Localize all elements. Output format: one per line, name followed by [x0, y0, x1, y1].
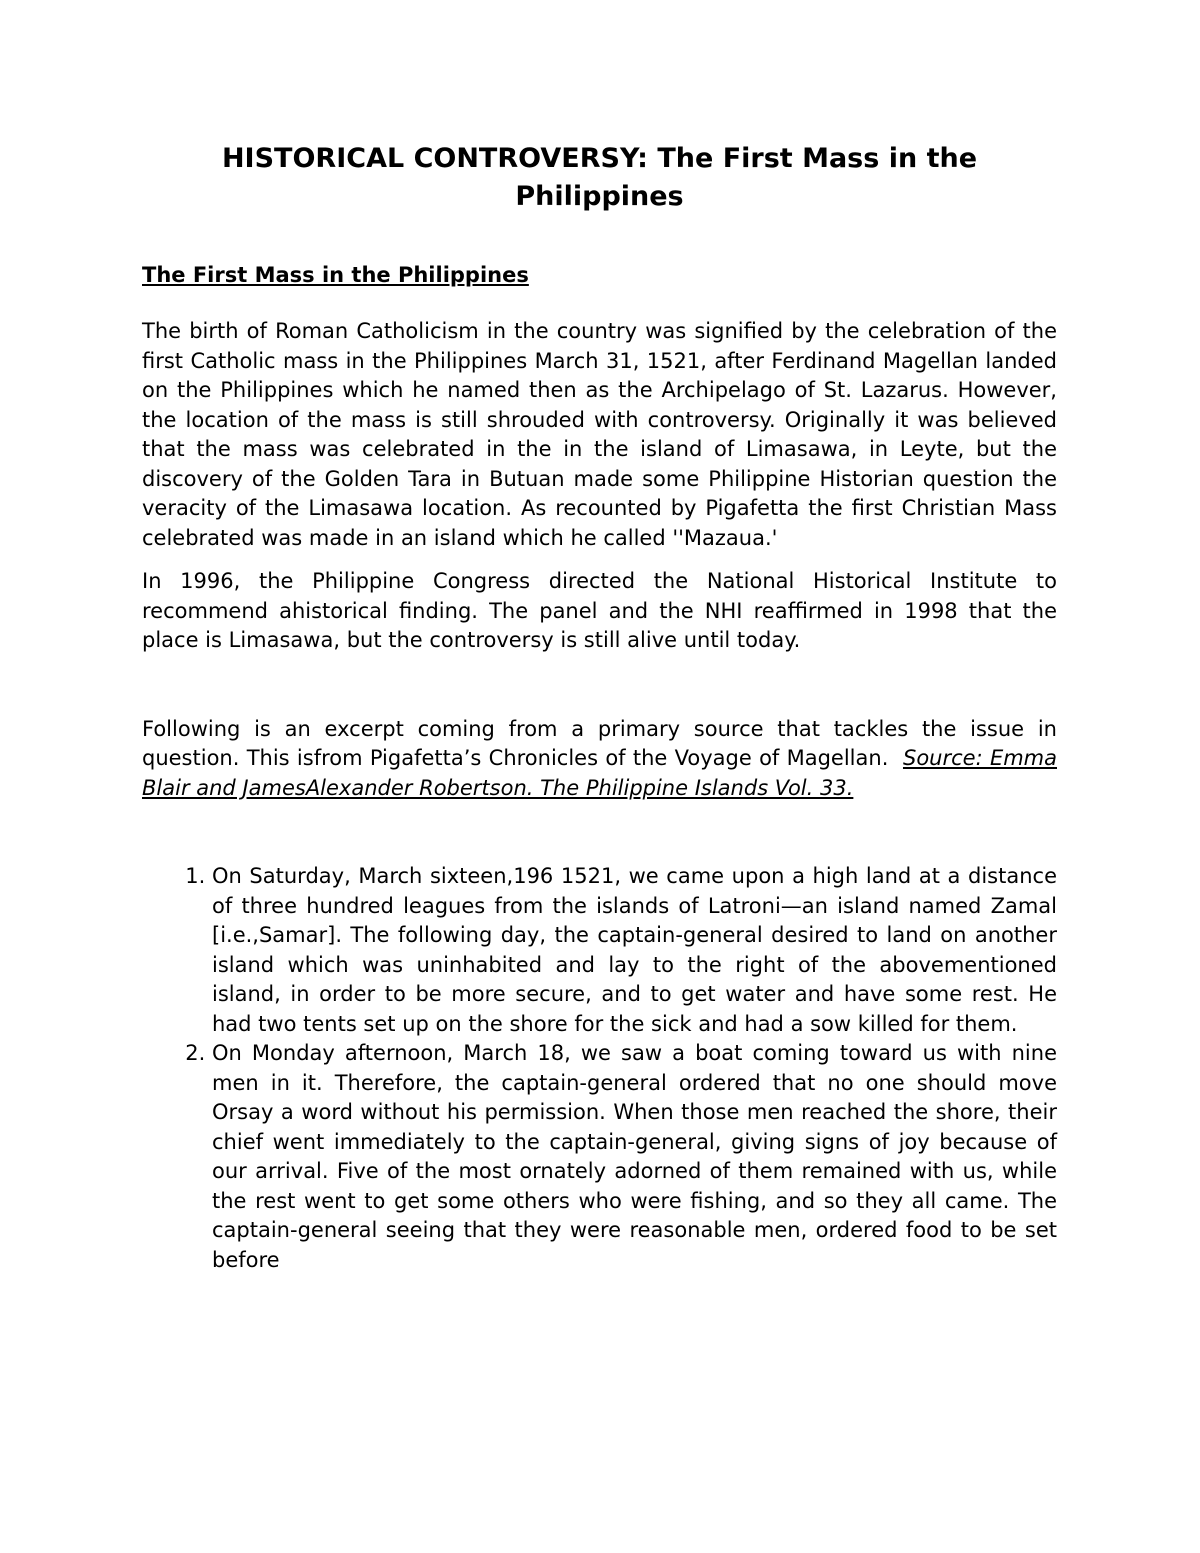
excerpt-item: 1. On Saturday, March sixteen,196 1521, we came upon a high land at a distance of three hundred leagues from the islands of Latroni—an island named Zamal [i.e.,Samar]. The following day, the captain-general desired to land on another island which was uninhabited and lay to the right of the abovementioned island, in order to be more secure, and to get water and have some rest. He had two tents set up on the shore for the sick and had a sow killed for them.	[212, 862, 1057, 1039]
excerpt-list	[142, 862, 1057, 1275]
congress-paragraph: In 1996, the Philippine Congress directed the National Historical Institute to recommend ahistorical finding. The panel and the NHI reaffirmed in 1998 that the place is Limasawa, but the controversy is still alive until today.	[142, 569, 1057, 652]
excerpt-item: 2. On Monday afternoon, March 18, we saw a boat coming toward us with nine men in it. Therefore, the captain-general ordered that no one should move Orsay a word without his permission. When those men reached the shore, their chief went immediately to the captain-general, giving signs of joy because of our arrival. Five of the most ornately adorned of them remained with us, while the rest went to get some others who were fishing, and so they all came. The captain-general seeing that they were reasonable men, ordered food to be set before	[212, 1039, 1057, 1275]
source-citation: Source: Emma Blair and JamesAlexander Robertson. The Philippine Islands Vol. 33.	[142, 746, 1057, 800]
excerpt-intro-text: Following is an excerpt coming from a primary source that tackles the issue in question. This isfrom Pigafetta’s Chronicles of the Voyage of Magellan.	[142, 716, 1057, 770]
document-page	[142, 140, 1057, 1275]
document-title: HISTORICAL CONTROVERSY: The First Mass in the Philippines	[221, 143, 978, 212]
intro-paragraph: The birth of Roman Catholicism in the country was signified by the celebration of the first Catholic mass in the Philippines March 31, 1521, after Ferdinand Magellan landed on the Philippines which he named then as the Archipelago of St. Lazarus. However, the location of the mass is still shrouded with controversy. Originally it was believed that the mass was celebrated in the in the island of Limasawa, in Leyte, but the discovery of the Golden Tara in Butuan made some Philippine Historian question the veracity of the Limasawa location. As recounted by Pigafetta the first Christian Mass celebrated was made in an island which he called ''Mazaua.'	[142, 319, 1057, 550]
excerpt-intro-paragraph	[142, 715, 1057, 804]
section-heading: The First Mass in the Philippines	[142, 263, 529, 287]
